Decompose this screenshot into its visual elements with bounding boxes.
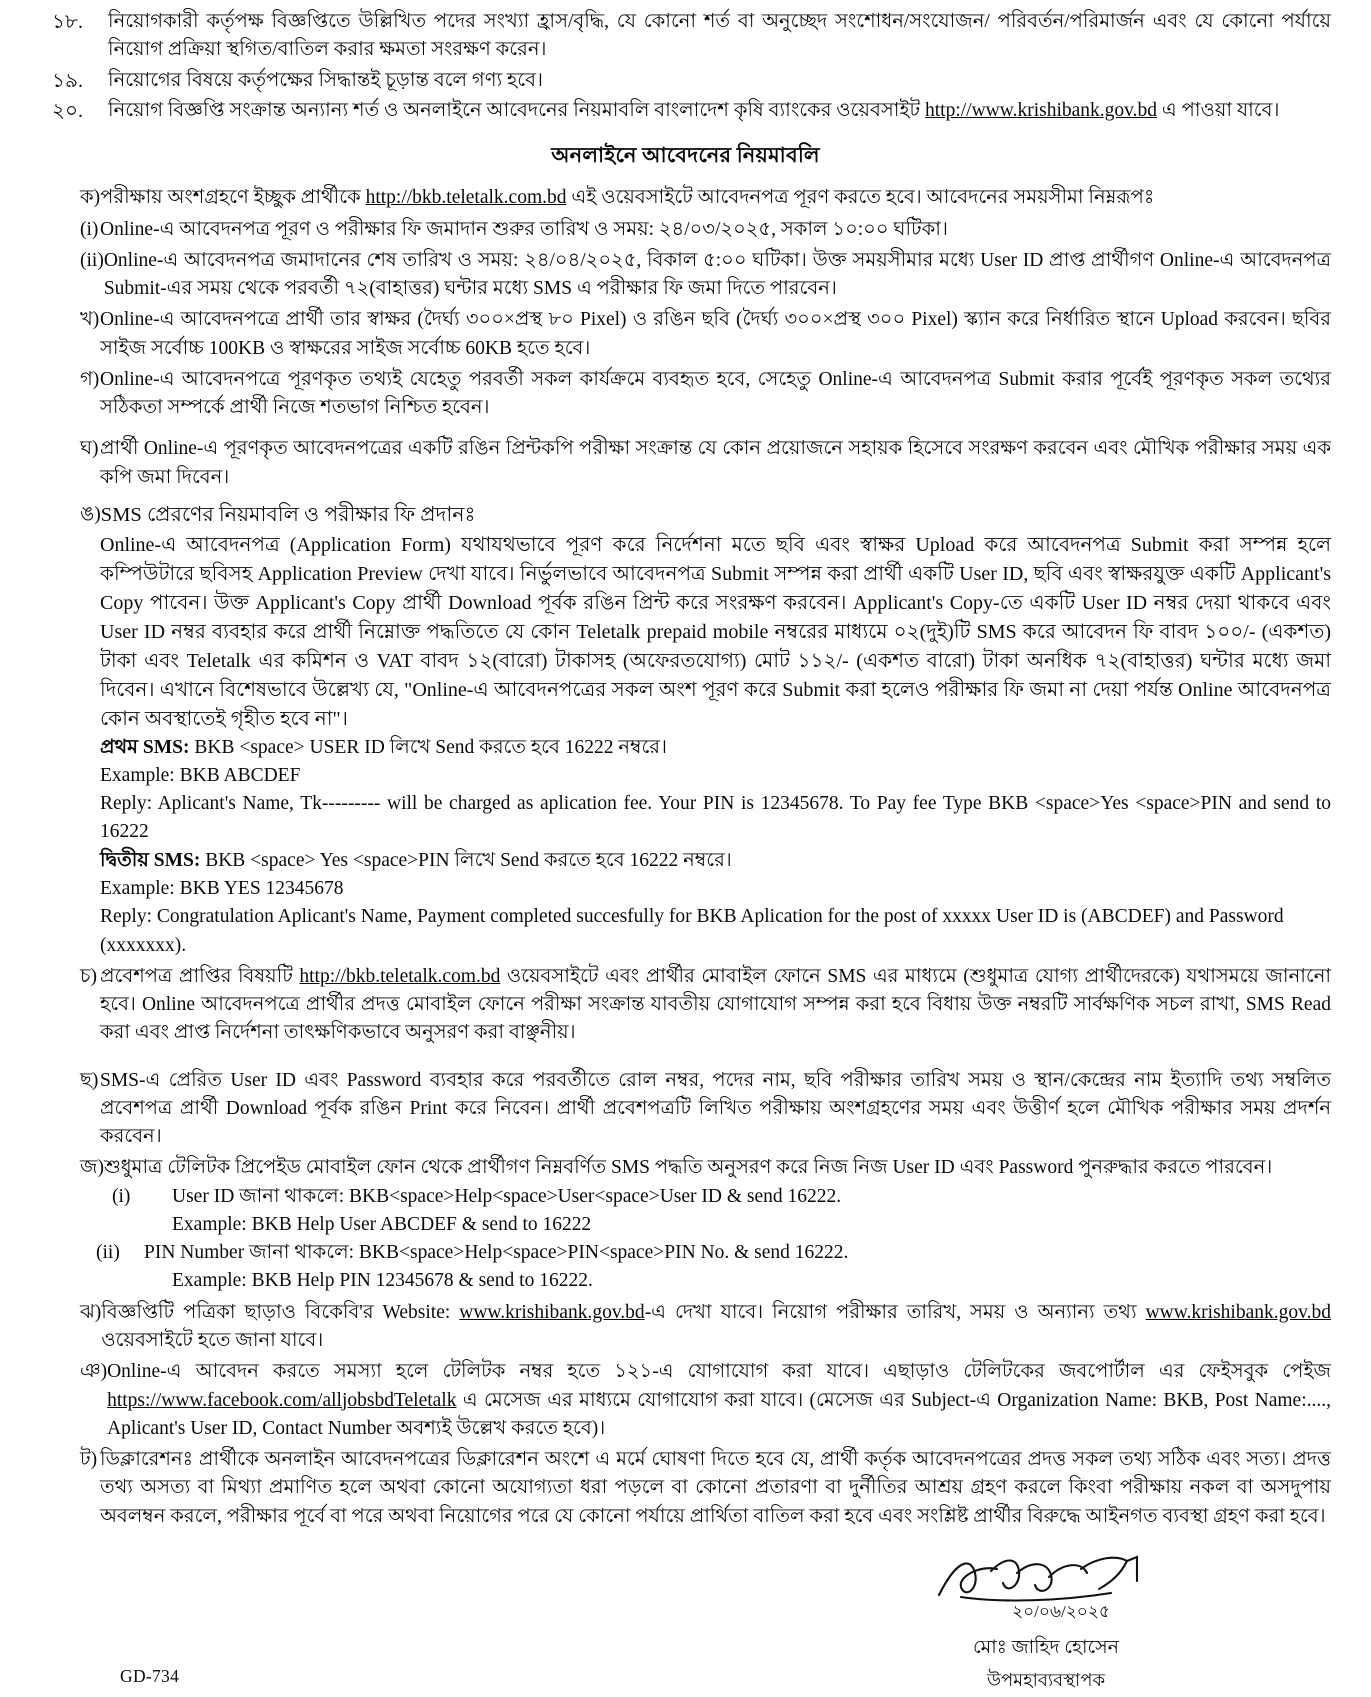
item-text-before: প্রবেশপত্র প্রাপ্তির বিষয়টি [100,965,300,987]
item-text: PIN Number জানা থাকলে: BKB<space>Help<space>PIN<space>PIN No. & send 16222. [144,1242,849,1264]
sms-first-body [100,734,1331,762]
document-footer [40,1557,1331,1690]
item-text-before: বিজ্ঞপ্তিটি পত্রিকা ছাড়াও বিকেবি'র Website: [101,1301,460,1323]
item-text: SMS-এ প্রেরিত User ID এবং Password ব্যবহার করে পরবর্তীতে রোল নম্বর, পদের নাম, ছবি পরীক্ষার তারিখ সময় ও স্থান/কেন্দ্রের নাম ইত্যাদি তথ্য সম্বলিত প্রবেশপত্র প্রার্থী Download পূর্বক রঙিন Print করে নিবেন। প্রার্থী প্রবেশপত্রটি লিখিত পরীক্ষায় অংশগ্রহণের সময় এবং উত্তীর্ণ হলে মৌখিক পরীক্ষার সময় প্রদর্শন করবেন। [100,1069,1331,1148]
rule-item-cha [40,963,1331,1048]
item-text-before: পরীক্ষায় অংশগ্রহণে ইচ্ছুক প্রার্থীকে [100,187,366,209]
item-text [100,184,1331,212]
section-heading: অনলাইনে আবেদনের নিয়মাবলি [551,143,820,168]
item-text [100,963,1331,1048]
sms-second-example [40,875,1331,903]
rule-item-nya [40,1358,1331,1443]
item-text: User ID জানা থাকলে: BKB<space>Help<space>User<space>User ID & send 16222. [172,1185,842,1207]
krishibank-website-link-2[interactable]: www.krishibank.gov.bd [1145,1301,1331,1323]
item-label: (i) [112,1185,131,1207]
item-text: শুধুমাত্র টেলিটক প্রিপেইড মোবাইল ফোন থেকে প্রার্থীগণ নিম্নবর্ণিত SMS পদ্ধতি অনুসরণ করে নিজ নিজ User ID এবং Password পুনরুদ্ধার করতে পারবেন। [103,1157,1273,1179]
item-label: ছ) [80,1069,99,1091]
sms-first-label: প্রথম SMS: [100,736,190,758]
example-text: Example: BKB Help PIN 12345678 & send to 16222. [172,1270,593,1292]
signature-date: ২০/০৬/২০২৫ [1012,1601,1110,1621]
item-label: ঝ) [80,1301,102,1323]
item-label: গ) [80,368,100,390]
rule-item-gha [40,435,1331,492]
sms-first-example [40,762,1331,790]
numbered-item-19 [40,67,1331,95]
rule-item-i [40,216,1331,244]
item-label: ঞ) [80,1361,108,1383]
item-text: Online-এ আবেদনপত্রে প্রার্থী তার স্বাক্ষর (দৈর্ঘ্য ৩০০×প্রস্থ ৮০ Pixel) ও রঙিন ছবি (দৈর্ঘ্য ৩০০×প্রস্থ ৩০০ Pixel) স্ক্যান করে নির্ধারিত স্থানে Upload করবেন। ছবির সাইজ সর্বোচ্চ 100KB ও স্বাক্ষরের সাইজ সর্বোচ্চ 60KB হতে হবে। [100,309,1331,359]
item-label: ঙ) [80,503,101,525]
item-text: Online-এ আবেদনপত্রে পূরণকৃত তথ্যই যেহেতু পরবর্তী সকল কার্যক্রমে ব্যবহৃত হবে, সেহেতু Online-এ আবেদনপত্র Submit করার পূর্বেই পূরণকৃত সকল তথ্যের সঠিকতা সম্পর্কে প্রার্থী নিজে শতভাগ নিশ্চিত হবেন। [100,368,1331,419]
krishibank-website-link-1[interactable]: www.krishibank.gov.bd [459,1301,645,1323]
item-text-before: Online-এ আবেদন করতে সমস্যা হলে টেলিটক নম্বর হতে ১২১-এ যোগাযোগ করা যাবে। এছাড়াও টেলিটকের জবপোর্টাল এর ফেইসবুক পেইজ [107,1361,1331,1383]
gd-number: GD-734 [120,1665,180,1686]
uo-paragraph: Online-এ আবেদনপত্র (Application Form) যথাযথভাবে পূরণ করে নির্দেশনা মতে ছবি এবং স্বাক্ষর Upload করে আবেদনপত্র Submit করা সম্পন্ন হলে কম্পিউটারে ছবিসহ Application Preview দেখা যাবে। নির্ভুলভাবে আবেদনপত্র Submit সম্পন্ন করা প্রার্থী একটি User ID, ছবি এবং স্বাক্ষরযুক্ত একটি Applicant's Copy পাবেন। উক্ত Applicant's Copy প্রার্থী Download পূর্বক রঙিন প্রিন্ট করে সংরক্ষণ করবেন। Applicant's Copy-তে একটি User ID নম্বর দেয়া থাকবে এবং User ID নম্বর ব্যবহার করে প্রার্থী নিম্নোক্ত পদ্ধতিতে যে কোন Teletalk prepaid mobile নম্বরের মাধ্যমে ০২(দুই)টি SMS করে আবেদন ফি বাবদ ১০০/- (একশত) টাকা এবং Teletalk এর কমিশন ও VAT বাবদ ১২(বারো) টাকাসহ (অফেরতযোগ্য) মোট ১১২/- (একশত বারো) টাকা অনধিক ৭২(বাহাত্তর) ঘন্টার মধ্যে জমা দিবেন। এখানে বিশেষভাবে উল্লেখ্য যে, "Online-এ আবেদনপত্রের সকল অংশ পূরণ করে Submit করা হলেও পরীক্ষার ফি জমা না দেয়া পর্যন্ত Online আবেদনপত্র কোন অবস্থাতেই গৃহীত হবে না"। [100,533,1331,730]
ja-sub-i-example [40,1211,1331,1239]
rule-item-ja [40,1154,1331,1182]
item-label: চ) [80,965,98,987]
bkb-teletalk-link[interactable]: http://bkb.teletalk.com.bd [299,965,501,987]
item-text: নিয়োগকারী কর্তৃপক্ষ বিজ্ঞপ্তিতে উল্লিখিত পদের সংখ্যা হ্রাস/বৃদ্ধি, যে কোনো শর্ত বা অনুচ্ছেদ সংশোধন/সংযোজন/ পরিবর্তন/পরিমার্জন এবং যে কোনো পর্যায়ে নিয়োগ প্রক্রিয়া স্থগিত/বাতিল করার ক্ষমতা সংরক্ষণ করেন। [108,11,1331,61]
item-text [108,97,1331,125]
krishibank-website-link[interactable]: http://www.krishibank.gov.bd [925,99,1158,121]
numbered-item-20 [40,97,1331,125]
item-label: (ii) [80,249,104,271]
rule-item-uo-body [40,531,1331,734]
example-text: Example: BKB Help User ABCDEF & send to 16222 [172,1213,592,1235]
item-text: ডিক্লারেশনঃ প্রার্থীকে অনলাইন আবেদনপত্রের ডিক্লারেশন অংশে এ মর্মে ঘোষণা দিতে হবে যে, প্রার্থী কর্তৃক আবেদনপত্রের প্রদত্ত সকল তথ্য সঠিক এবং সত্য। প্রদত্ত তথ্য অসত্য বা মিথ্যা প্রমাণিত হলে অথবা কোনো অযোগ্যতা ধরা পড়লে বা কোনো প্রতারণা বা দুর্নীতির আশ্রয় গ্রহণ করলে কিংবা পরীক্ষায় নকল বা অসদুপায় অবলম্বন করলে, পরীক্ষার পূর্বে বা পরে অথবা নিয়োগের পরে যে কোনো পর্যায়ে প্রার্থিতা বাতিল করা হবে এবং সংশ্লিষ্ট প্রার্থীর বিরুদ্ধে আইনগত ব্যবস্থা গ্রহণ করা হবে। [100,1449,1331,1527]
item-number: ১৮. [52,11,83,33]
item-text: প্রার্থী Online-এ পূরণকৃত আবেদনপত্রের একটি রঙিন প্রিন্টকপি পরীক্ষা সংক্রান্ত যে কোন প্রয়োজনে সহায়ক হিসেবে সংরক্ষণ করবেন এবং মৌখিক পরীক্ষার সময় এক কপি জমা দিবেন। [100,438,1331,488]
rule-item-kha [40,306,1331,363]
sms-second-reply [40,903,1331,960]
sms-first [40,734,1331,762]
rule-item-ii [40,247,1331,304]
numbered-item-18 [40,8,1331,65]
item-text [107,1358,1331,1443]
ja-sub-ii-example [40,1267,1331,1295]
facebook-page-link[interactable]: https://www.facebook.com/alljobsbdTeletalk [107,1389,457,1411]
sms-first-text: BKB <space> USER ID লিখে Send করতে হবে 16222 নম্বরে। [189,736,667,758]
rule-item-chha [40,1067,1331,1152]
sms-second-example-text: Example: BKB YES 12345678 [100,878,344,900]
item-text-middle: -এ দেখা যাবে। নিয়োগ পরীক্ষার তারিখ, সময় ও অন্যান্য তথ্য [644,1301,1146,1323]
item-text-after: ওয়েবসাইটে এবং প্রার্থীর মোবাইল ফোনে SMS এর মাধ্যমে (শুধুমাত্র যোগ্য প্রার্থীদেরকে) যথাসময়ে জানানো হবে। Online আবেদনপত্রে প্রার্থীর প্রদত্ত মোবাইল ফোনে পরীক্ষা সংক্রান্ত যাবতীয় যোগাযোগ সম্পন্ন করা হবে বিধায় উক্ত নম্বরটি সার্বক্ষণিক সচল রাখা, SMS Read করা এবং প্রাপ্ত নির্দেশনা তাৎক্ষণিকভাবে অনুসরণ করা বাঞ্ছনীয়। [100,965,1331,1044]
item-text-after: এ মেসেজ এর মাধ্যমে যোগাযোগ করা যাবে। (মেসেজ এর Subject-এ Organization Name: BKB, Post Name:...., Aplicant's User ID, Contact Number অবশ্যই উল্লেখ করতে হবে)। [107,1389,1331,1439]
item-text [101,1299,1331,1356]
item-title: SMS প্রেরণের নিয়মাবলি ও পরীক্ষার ফি প্রদানঃ [100,503,476,526]
item-label: জ) [80,1157,104,1179]
signature-block [881,1551,1211,1697]
sms-second-body [100,847,1331,875]
sms-second [40,847,1331,875]
item-text: Online-এ আবেদনপত্র জমাদানের শেষ তারিখ ও সময়: ২৪/০৪/২০২৫, বিকাল ৫:০০ ঘটিকা। উক্ত সময়সীমার মধ্যে User ID প্রাপ্ত প্রার্থীগণ Online-এ আবেদনপত্র Submit-এর সময় থেকে পরবর্তী ৭২(বাহাত্তর) ঘন্টার মধ্যে SMS এ পরীক্ষার ফি জমা দিতে পারবেন। [103,249,1331,300]
item-label: (i) [80,218,99,240]
sms-first-reply [40,790,1331,847]
ja-sub-ii [40,1239,1331,1267]
item-text: নিয়োগের বিষয়ে কর্তৃপক্ষের সিদ্ধান্তই চূড়ান্ত বলে গণ্য হবে। [108,69,543,91]
sms-second-label: দ্বিতীয় SMS: [100,849,201,871]
signatory-name: মোঃ জাহিদ হোসেন [972,1636,1120,1658]
bkb-teletalk-link[interactable]: http://bkb.teletalk.com.bd [365,187,567,209]
item-label: ক) [80,187,101,209]
item-label: ট) [80,1449,98,1471]
rule-item-ka [40,184,1331,212]
item-label: (ii) [96,1242,120,1264]
sms-first-reply-text: Reply: Aplicant's Name, Tk--------- will be charged as aplication fee. Your PIN is 12345678. To Pay fee Type BKB <space>Yes <space>PIN and send to 16222 [100,793,1331,843]
item-text-after: এই ওয়েবসাইটে আবেদনপত্র পূরণ করতে হবে। আবেদনের সময়সীমা নিম্নরূপঃ [566,187,1155,209]
rule-item-ta [40,1446,1331,1531]
signatory-designation: উপমহাব্যবস্থাপক [986,1669,1106,1690]
rule-item-ga [40,366,1331,423]
rule-item-uo [40,501,1331,531]
item-text-after: এ পাওয়া যাবে। [1157,99,1280,121]
item-text-before: নিয়োগ বিজ্ঞপ্তি সংক্রান্ত অন্যান্য শর্ত ও অনলাইনে আবেদনের নিয়মাবলি বাংলাদেশ কৃষি ব্যাংকের ওয়েবসাইট [108,99,926,121]
item-text: Online-এ আবেদনপত্র পূরণ ও পরীক্ষার ফি জমাদান শুরুর তারিখ ও সময়: ২৪/০৩/২০২৫, সকাল ১০:০০ ঘটিকা। [100,218,948,240]
item-number: ২০. [52,99,84,122]
item-text-after: ওয়েবসাইটে হতে জানা যাবে। [101,1330,324,1351]
item-number: ১৯. [52,69,83,92]
item-label: ঘ) [80,438,99,460]
sms-second-text: BKB <space> Yes <space>PIN লিখে Send করতে হবে 16222 নম্বরে। [200,849,732,871]
rule-item-jha [40,1299,1331,1356]
sms-first-example-text: Example: BKB ABCDEF [100,764,301,786]
ja-sub-i [40,1183,1331,1211]
sms-second-reply-text: Reply: Congratulation Aplicant's Name, Payment completed succesfully for BKB Aplication for the post of xxxxx User ID is (ABCDEF) and Password (xxxxxxx). [100,906,1284,956]
item-label: খ) [80,309,100,331]
